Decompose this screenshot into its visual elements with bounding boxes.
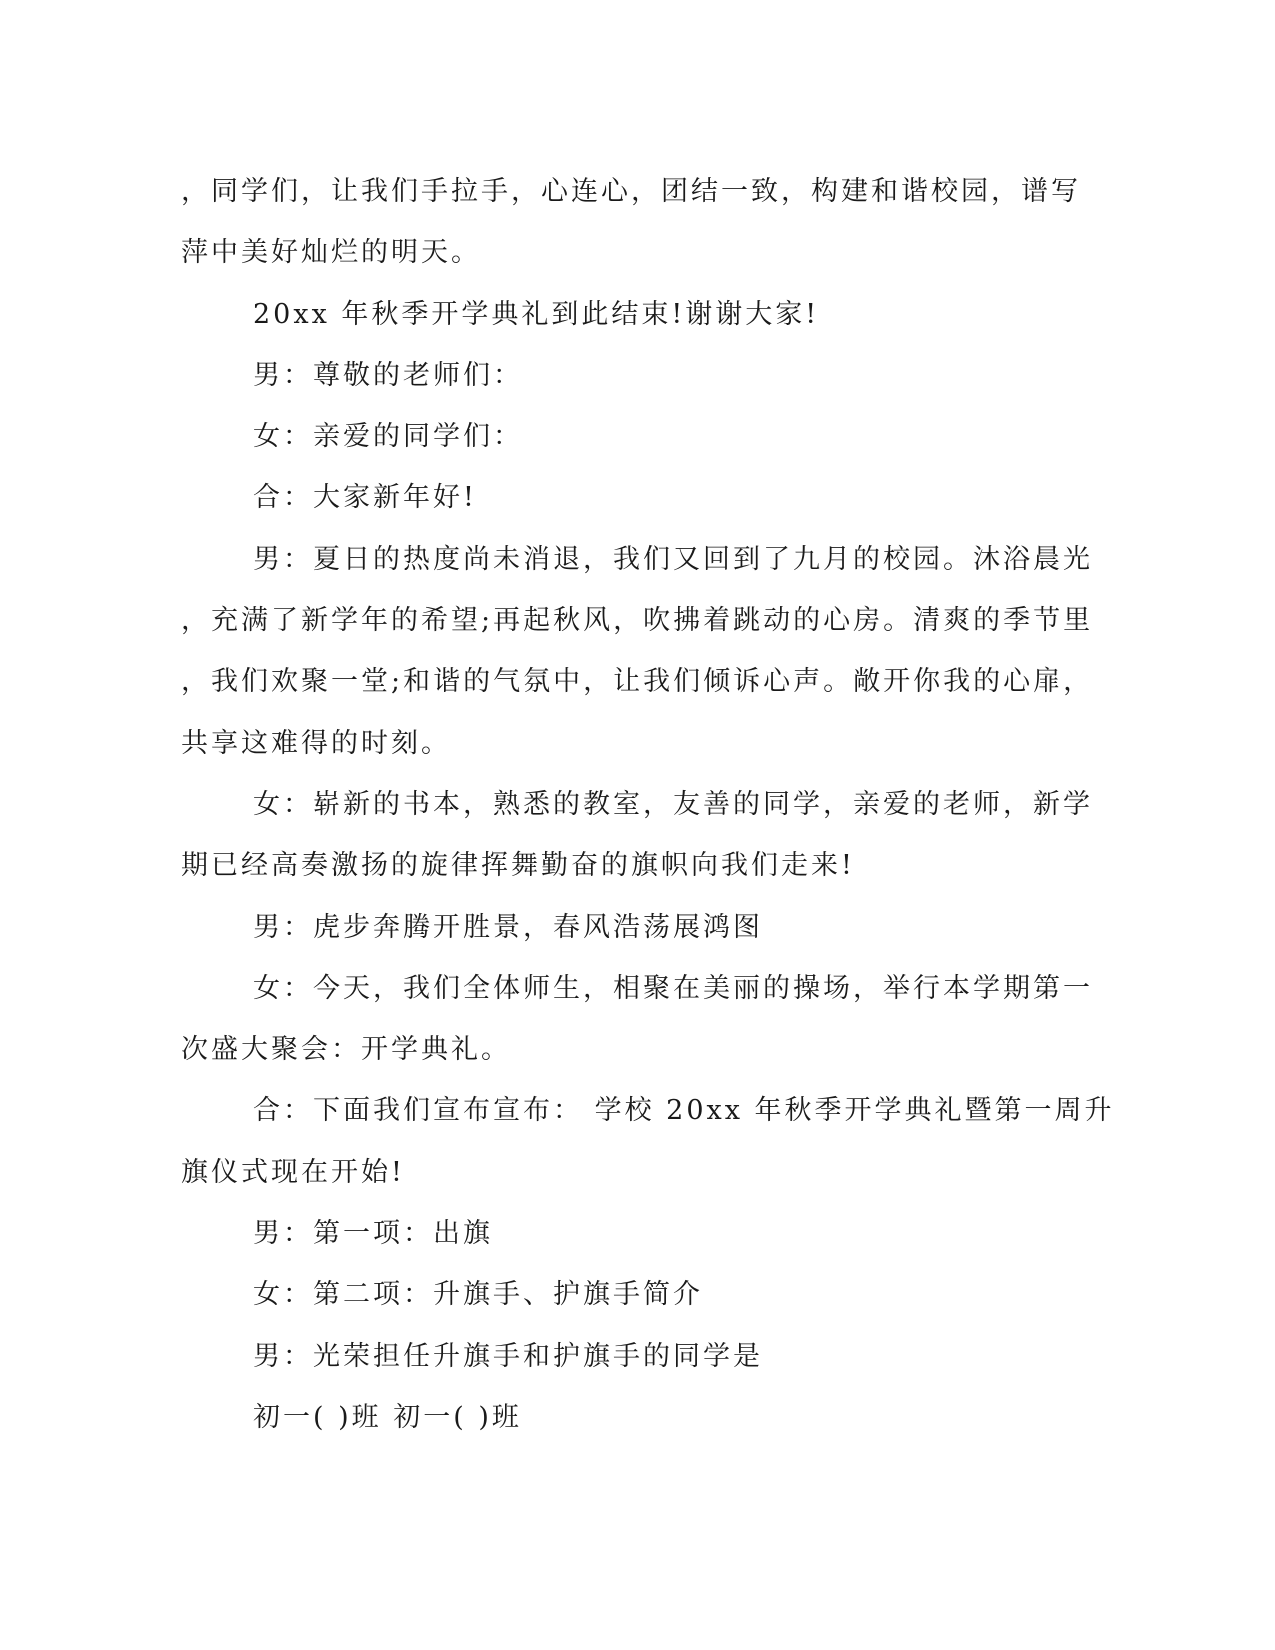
- text-line: ，充满了新学年的希望;再起秋风，吹拂着跳动的心房。清爽的季节里: [181, 605, 1094, 637]
- text-line: 女：第二项：升旗手、护旗手简介: [253, 1279, 703, 1311]
- text-line: 女：今天，我们全体师生，相聚在美丽的操场，举行本学期第一: [253, 972, 1093, 1004]
- text-line: 男：第一项：出旗: [253, 1218, 493, 1250]
- text-line: 合：大家新年好!: [253, 482, 477, 514]
- text-line: 萍中美好灿烂的明天。: [181, 237, 481, 269]
- text-line: 共享这难得的时刻。: [181, 727, 451, 759]
- text-line: 20xx 年秋季开学典礼到此结束!谢谢大家!: [253, 298, 820, 330]
- text-line: 女：亲爱的同学们：: [253, 421, 523, 453]
- text-line: 旗仪式现在开始!: [181, 1156, 405, 1188]
- text-line: 女：崭新的书本，熟悉的教室，友善的同学，亲爱的老师，新学: [253, 788, 1093, 820]
- text-line: 男：夏日的热度尚未消退，我们又回到了九月的校园。沐浴晨光: [253, 543, 1093, 575]
- text-line: 男：虎步奔腾开胜景，春风浩荡展鸿图: [253, 911, 763, 943]
- text-line: 男：光荣担任升旗手和护旗手的同学是: [253, 1340, 763, 1372]
- text-line: 男：尊敬的老师们：: [253, 359, 523, 391]
- text-line: 期已经高奏激扬的旋律挥舞勤奋的旗帜向我们走来!: [181, 850, 855, 882]
- text-line: 初一( )班 初一( )班: [253, 1401, 522, 1433]
- text-line: ，同学们，让我们手拉手，心连心，团结一致，构建和谐校园，谱写: [181, 176, 1081, 207]
- text-line: ，我们欢聚一堂;和谐的气氛中，让我们倾诉心声。敞开你我的心扉，: [181, 666, 1094, 698]
- document-body: [181, 161, 1115, 1448]
- text-line: 合：下面我们宣布宣布： 学校 20xx 年秋季开学典礼暨第一周升: [253, 1095, 1115, 1127]
- text-line: 次盛大聚会：开学典礼。: [181, 1034, 511, 1066]
